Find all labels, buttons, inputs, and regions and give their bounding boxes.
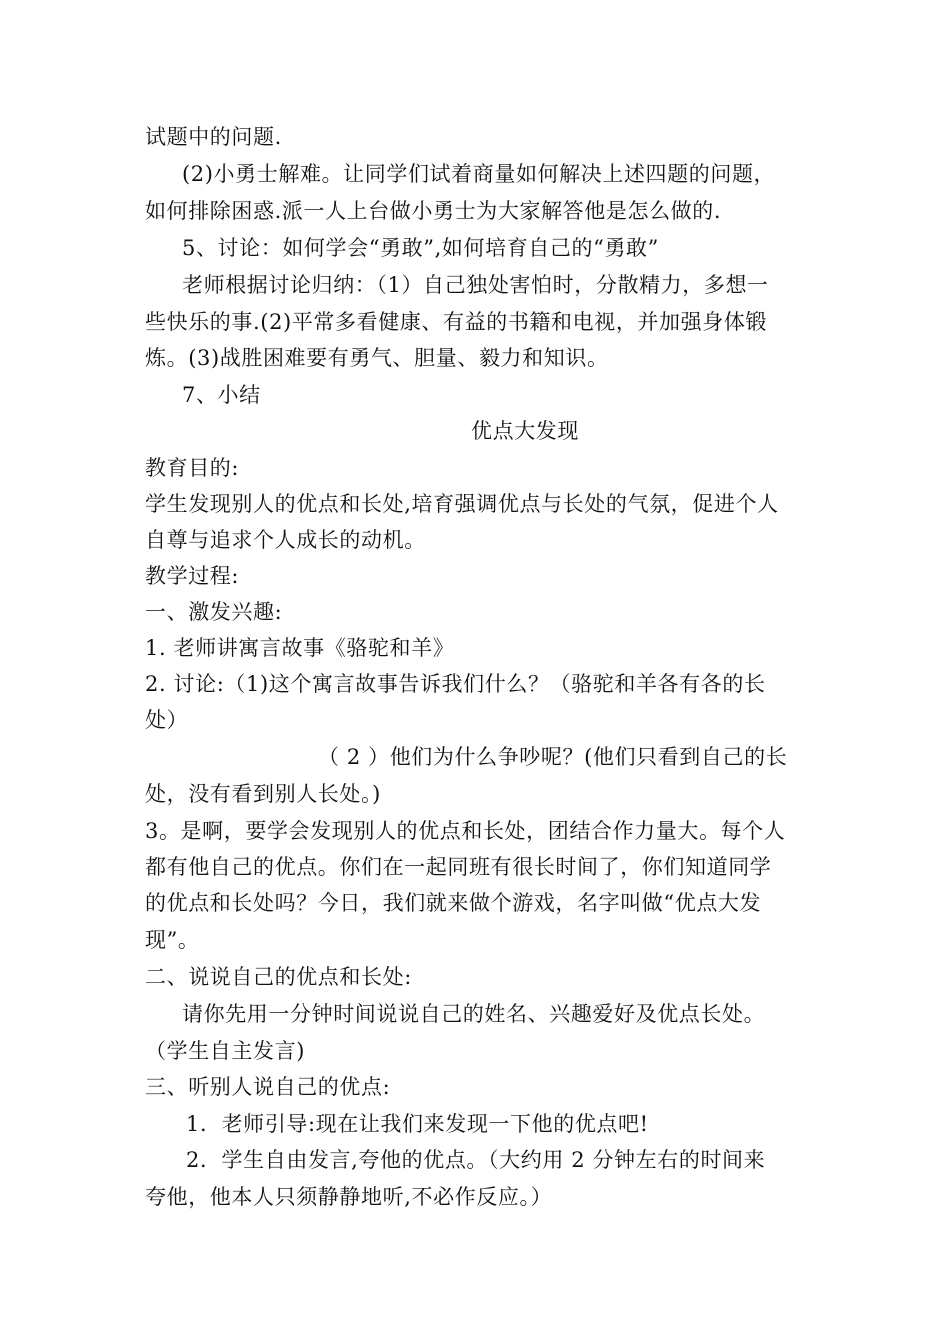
text-line: 都有他自己的优点。你们在一起同班有很长时间了，你们知道同学: [145, 855, 772, 879]
text-line: 三、听别人说自己的优点:: [145, 1075, 391, 1099]
text-line: 些快乐的事.(2)平常多看健康、有益的书籍和电视，并加强身体锻: [145, 310, 768, 334]
text-line: 夸他，他本人只须静静地听,不必作反应。）: [145, 1185, 553, 1209]
section-title: 优点大发现: [471, 419, 579, 443]
text-line: 2．学生自由发言,夸他的优点。（大约用 2 分钟左右的时间来: [186, 1148, 766, 1172]
text-line: 请你先用一分钟时间说说自己的姓名、兴趣爱好及优点长处。: [182, 1002, 766, 1026]
text-line: 教学过程:: [145, 564, 240, 588]
text-line: 如何排除困惑.派一人上台做小勇士为大家解答他是怎么做的.: [145, 199, 722, 223]
text-line: 自尊与追求个人成长的动机。: [145, 528, 426, 552]
text-line: 的优点和长处吗？今日，我们就来做个游戏，名字叫做“优点大发: [145, 891, 762, 915]
text-line: 一、激发兴趣:: [145, 600, 283, 624]
text-line: 3。是啊，要学会发现别人的优点和长处，团结合作力量大。每个人: [145, 819, 786, 843]
text-line: 试题中的问题.: [145, 125, 282, 149]
text-line: 学生发现别人的优点和长处,培育强调优点与长处的气氛，促进个人: [145, 492, 779, 516]
text-line: 处）: [145, 708, 189, 732]
text-line: 2. 讨论:（1)这个寓言故事告诉我们什么？（骆驼和羊各有各的长: [145, 672, 766, 696]
text-line: 炼。(3)战胜困难要有勇气、胆量、毅力和知识。: [145, 346, 609, 370]
text-line: 老师根据讨论归纳：（1）自己独处害怕时，分散精力，多想一: [182, 273, 769, 297]
text-line: 1. 老师讲寓言故事《骆驼和羊》: [145, 636, 455, 660]
text-line: 教育目的:: [145, 456, 240, 480]
text-line: 处，没有看到别人长处。): [145, 782, 381, 806]
text-line: （ 2 ）他们为什么争吵呢？(他们只看到自己的长: [318, 745, 788, 769]
text-line: 7、小结: [182, 383, 261, 407]
text-line: 5、讨论：如何学会“勇敢”,如何培育自己的“勇敢”: [182, 236, 659, 260]
text-line: (2)小勇士解难。让同学们试着商量如何解决上述四题的问题，: [182, 162, 776, 186]
text-line: （学生自主发言): [145, 1039, 305, 1063]
text-line: 二、说说自己的优点和长处:: [145, 965, 412, 989]
text-line: 1．老师引导:现在让我们来发现一下他的优点吧!: [186, 1112, 649, 1136]
text-line: 现”。: [145, 928, 200, 952]
